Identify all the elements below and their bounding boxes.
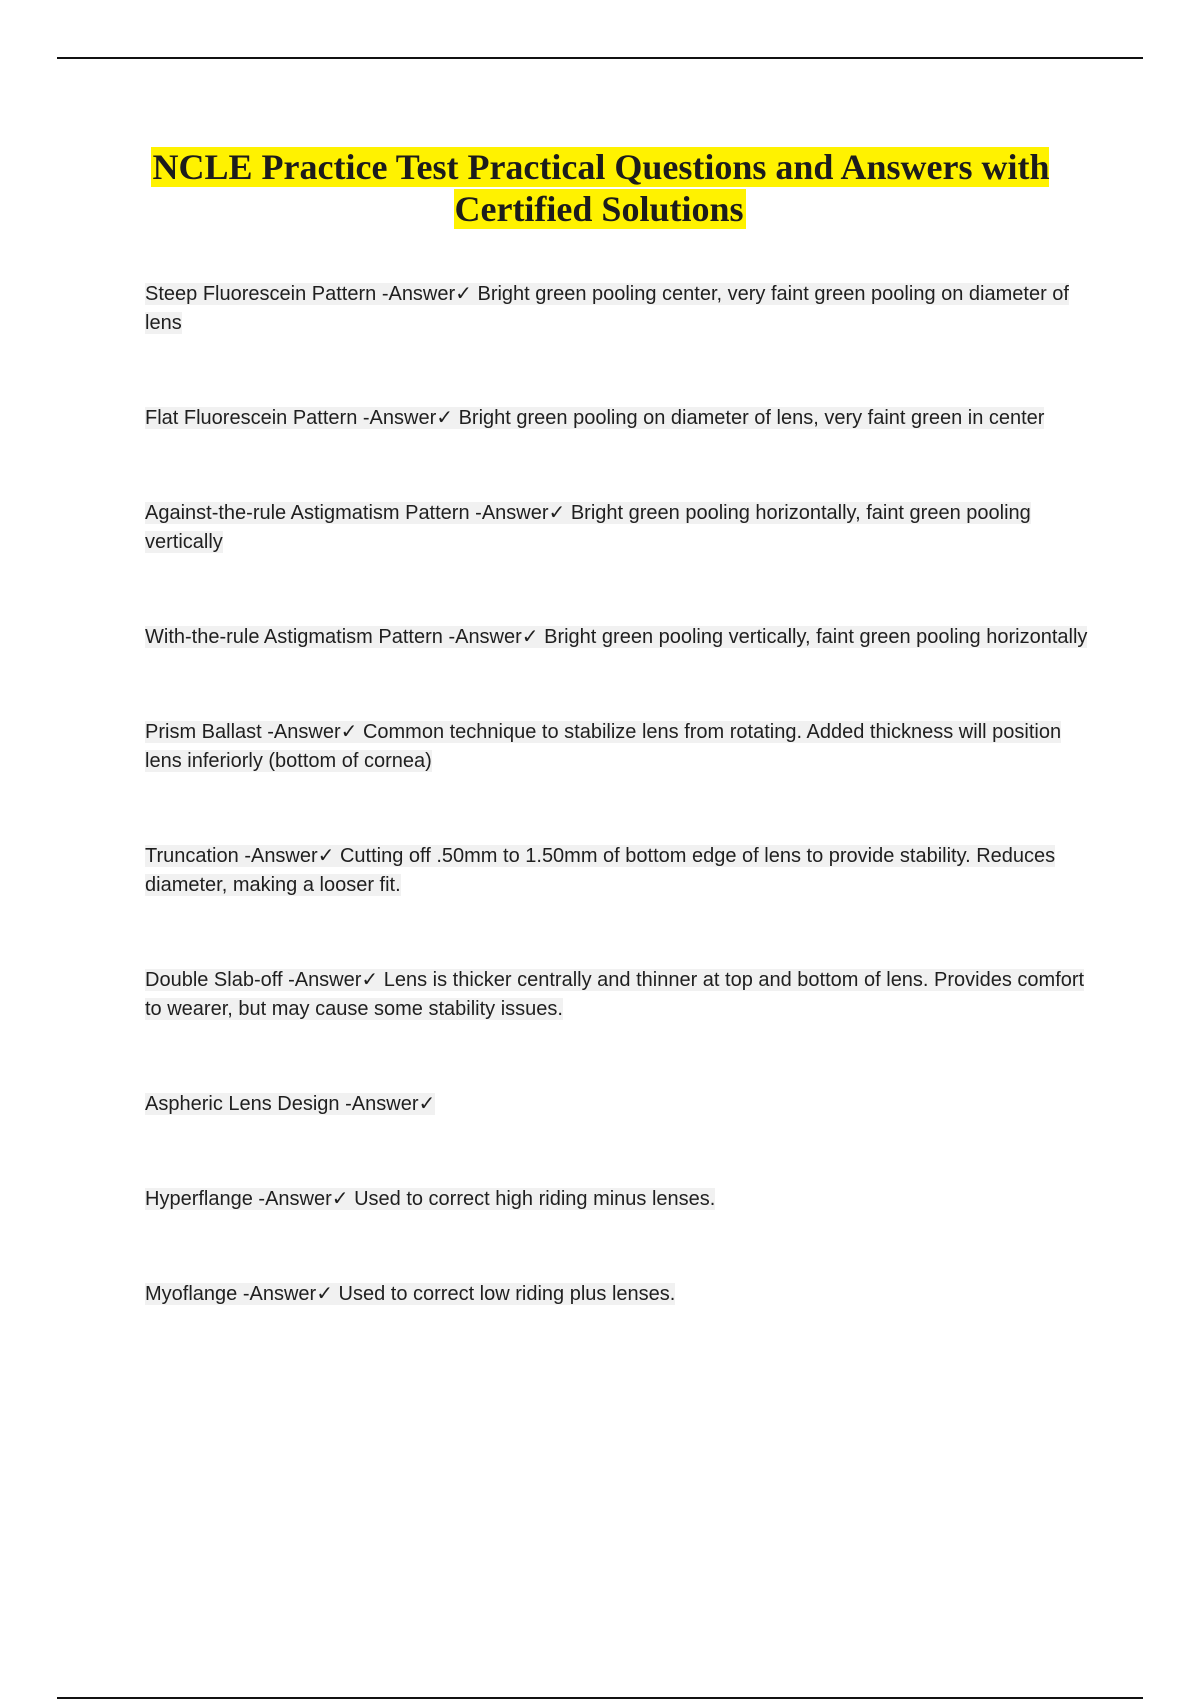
qa-term: Flat Fluorescein Pattern — [145, 407, 358, 429]
top-divider — [57, 57, 1143, 59]
qa-term: With-the-rule Astigmatism Pattern — [145, 626, 443, 648]
qa-term: Double Slab-off — [145, 969, 283, 991]
qa-item — [145, 499, 1090, 557]
qa-item — [145, 1185, 1090, 1214]
qa-answer: Bright green pooling vertically, faint green pooling horizontally — [544, 626, 1088, 648]
qa-term: Aspheric Lens Design — [145, 1093, 340, 1115]
qa-answer-marker: -Answer✓ — [448, 626, 539, 648]
bottom-divider — [57, 1697, 1143, 1699]
qa-answer-marker: -Answer✓ — [362, 407, 453, 429]
qa-answer-marker: -Answer✓ — [345, 1093, 436, 1115]
qa-term: Against-the-rule Astigmatism Pattern — [145, 502, 470, 524]
qa-answer-marker: -Answer✓ — [242, 1283, 333, 1305]
qa-item — [145, 404, 1090, 433]
qa-answer-marker: -Answer✓ — [244, 845, 335, 867]
qa-answer: Bright green pooling horizontally, faint green pooling vertically — [145, 502, 1031, 553]
qa-answer: Bright green pooling on diameter of lens, very faint green in center — [458, 407, 1045, 429]
qa-answer: Cutting off .50mm to 1.50mm of bottom edge of lens to provide stability. Reduces diameter, making a looser fit. — [145, 845, 1056, 896]
qa-answer: Common technique to stabilize lens from rotating. Added thickness will position lens inferiorly (bottom of cornea) — [145, 721, 1062, 772]
qa-term: Steep Fluorescein Pattern — [145, 283, 377, 305]
qa-item — [145, 718, 1090, 776]
qa-answer-marker: -Answer✓ — [288, 969, 379, 991]
qa-term: Myoflange — [145, 1283, 238, 1305]
document-title — [100, 146, 1100, 230]
qa-answer-marker: -Answer✓ — [475, 502, 566, 524]
qa-answer-marker: -Answer✓ — [258, 1188, 349, 1210]
qa-term: Hyperflange — [145, 1188, 253, 1210]
qa-answer: Used to correct low riding plus lenses. — [338, 1283, 676, 1305]
qa-item — [145, 966, 1090, 1024]
qa-term: Prism Ballast — [145, 721, 262, 743]
qa-item — [145, 280, 1090, 338]
qa-answer: Bright green pooling center, very faint green pooling on diameter of lens — [145, 283, 1069, 334]
qa-answer-marker: -Answer✓ — [267, 721, 358, 743]
qa-item — [145, 842, 1090, 900]
qa-answer: Lens is thicker centrally and thinner at top and bottom of lens. Provides comfort to wearer, but may cause some stability issues. — [145, 969, 1085, 1020]
qa-list — [145, 280, 1090, 1375]
qa-item — [145, 1090, 1090, 1119]
qa-answer-marker: -Answer✓ — [381, 283, 472, 305]
qa-item — [145, 1280, 1090, 1309]
qa-term: Truncation — [145, 845, 239, 867]
document-title-text: NCLE Practice Test Practical Questions and Answers with Certified Solutions — [152, 147, 1050, 229]
qa-item — [145, 623, 1090, 652]
qa-answer: Used to correct high riding minus lenses. — [354, 1188, 716, 1210]
